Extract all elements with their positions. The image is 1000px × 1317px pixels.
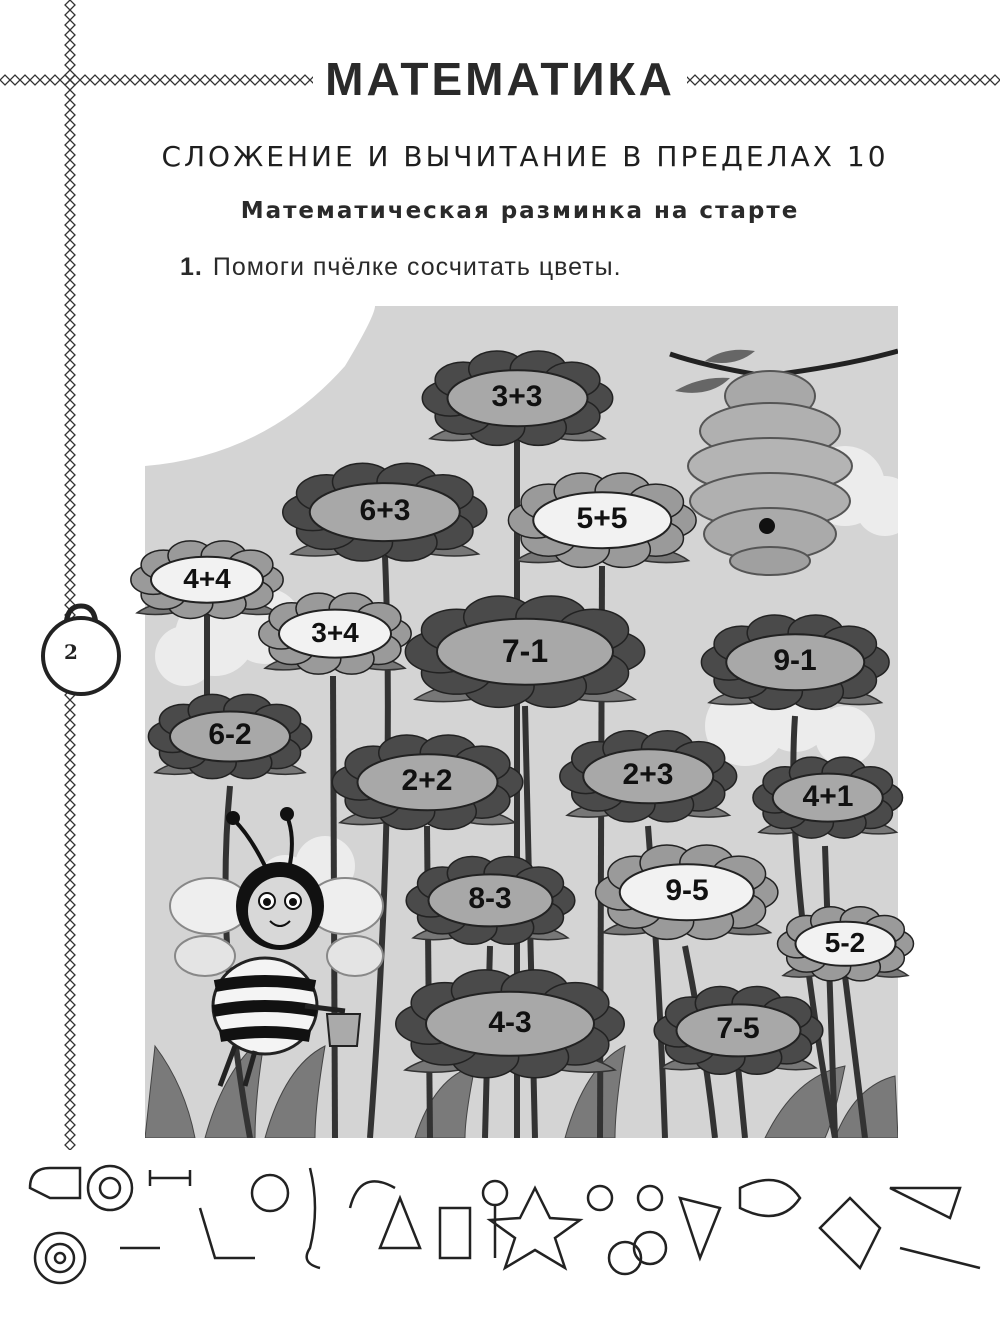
page-title: МАТЕМАТИКА: [0, 52, 1000, 106]
illustration-scene: [145, 306, 898, 1138]
flower-expression: 6-2: [208, 718, 252, 751]
flower-expression: 3+3: [491, 379, 543, 413]
flower: [783, 902, 908, 986]
flower: [759, 752, 897, 843]
flower-expression: 4+1: [802, 779, 854, 813]
flower-expression: 6+3: [359, 493, 411, 527]
flower: [430, 345, 605, 451]
flower-expression: 7-5: [716, 1011, 760, 1045]
sports-equipment-icons: [0, 1148, 1000, 1298]
flower: [516, 467, 689, 573]
flower: [291, 457, 479, 567]
task-instruction: [180, 253, 622, 282]
flower: [709, 609, 882, 715]
left-border-ornament: [63, 0, 77, 1150]
flower: [413, 851, 568, 950]
flower-expression: 4-3: [488, 1005, 532, 1039]
flower-expression: 3+4: [311, 617, 359, 649]
topic-subtitle: СЛОЖЕНИЕ И ВЫЧИТАНИЕ В ПРЕДЕЛАХ 10: [161, 140, 889, 173]
flower-expression: 9-1: [773, 643, 817, 677]
section-heading: Математическая разминка на старте: [240, 198, 800, 224]
flower: [661, 981, 816, 1080]
flower: [603, 839, 771, 945]
flower: [265, 588, 405, 679]
flower-expression: 2+2: [401, 763, 453, 797]
page-number: 2: [64, 640, 78, 664]
flower-expression: 2+3: [622, 757, 674, 791]
task-number: 1.: [180, 253, 203, 281]
flower-expression: 5+5: [576, 501, 628, 535]
flower: [137, 536, 277, 623]
task-text: Помоги пчёлке сосчитать цветы.: [212, 253, 622, 281]
flower-expression: 4+4: [183, 563, 231, 595]
flower-expression: 9-5: [665, 873, 709, 907]
flower: [405, 963, 615, 1085]
flower-layer: [145, 306, 898, 1138]
flower-expression: 5-2: [824, 927, 866, 959]
flower: [340, 729, 515, 835]
flower: [567, 725, 730, 828]
flower: [415, 589, 635, 714]
flower: [155, 689, 305, 784]
flower-expression: 8-3: [468, 881, 512, 915]
flower-expression: 7-1: [501, 632, 549, 669]
